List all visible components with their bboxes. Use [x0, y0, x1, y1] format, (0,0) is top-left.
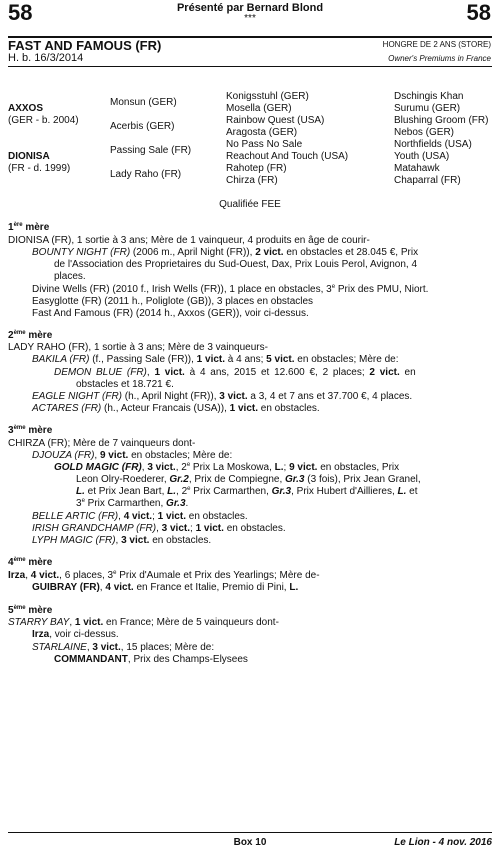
- produce-line: BAKILA (FR) (f., Passing Sale (FR)), 1 vict. à 4 ans; 5 vict. en obstacles; Mère de:: [32, 354, 399, 365]
- gen4-ancestor: Chaparral (FR): [394, 175, 461, 186]
- produce-line: EAGLE NIGHT (FR) (h., April Night (FR)), 3 vict. a 3, 4 et 7 ans et 37.700 €, 4 places.: [32, 391, 413, 402]
- gen3-ancestor: Chirza (FR): [226, 175, 278, 186]
- footer-rule: [8, 832, 492, 833]
- footer-event: Le Lion - 4 nov. 2016: [394, 837, 492, 848]
- footer-box-number: Box 10: [233, 837, 267, 848]
- gen3-ancestor: Aragosta (GER): [226, 127, 298, 138]
- dam-info: (FR - d. 1999): [8, 163, 71, 174]
- header-rule-bottom: [8, 66, 492, 67]
- horse-name: FAST AND FAMOUS (FR): [8, 38, 162, 53]
- produce-line: DEMON BLUE (FR), 1 vict. à 4 ans, 2015 et 12.600 €, 2 places; 2 vict. en: [54, 367, 416, 378]
- produce-line: Divine Wells (FR) (2010 f., Irish Wells (FR)), 1 place en obstacles, 3e Prix des PMU, Niort.: [32, 284, 429, 295]
- produce-line-cont: de l'Association des Proprietaires du Sud-Ouest, Dax, Prix Louis Perol, Avignon, 4: [54, 259, 418, 270]
- produce-line: LYPH MAGIC (FR), 3 vict. en obstacles.: [32, 535, 212, 546]
- produce-line: STARLAINE, 3 vict., 15 places; Mère de:: [32, 642, 215, 653]
- presenter: Présenté par Bernard Blond: [176, 2, 324, 14]
- produce-line: COMMANDANT, Prix des Champs-Elysees: [54, 654, 248, 665]
- gen2-ancestor: Monsun (GER): [110, 97, 177, 108]
- produce-line: BELLE ARTIC (FR), 4 vict.; 1 vict. en obstacles.: [32, 511, 248, 522]
- dam-summary: Irza, 4 vict., 6 places, 3e Prix d'Aumale et Prix des Yearlings; Mère de-: [8, 570, 320, 581]
- stars: ***: [244, 13, 256, 24]
- produce-line: BOUNTY NIGHT (FR) (2006 m., April Night (FR)), 2 vict. en obstacles et 28.045 €, Prix: [32, 247, 419, 258]
- sire-name: AXXOS: [8, 103, 44, 114]
- produce-line: GUIBRAY (FR), 4 vict. en France et Italie, Premio di Pini, L.: [32, 582, 299, 593]
- dam-summary: STARRY BAY, 1 vict. en France; Mère de 5 vainqueurs dont-: [8, 617, 279, 628]
- section-heading-mere-2: 2ème mère: [8, 330, 53, 341]
- produce-line: ACTARES (FR) (h., Acteur Francais (USA)), 1 vict. en obstacles.: [32, 403, 320, 414]
- gen4-ancestor: Nebos (GER): [394, 127, 455, 138]
- gen4-ancestor: Surumu (GER): [394, 103, 461, 114]
- sire-info: (GER - b. 2004): [8, 115, 79, 126]
- produce-line-cont: L. et Prix Jean Bart, L., 2e Prix Carmarthen, Gr.3, Prix Hubert d'Aillieres, L. et: [76, 486, 418, 497]
- produce-line: Fast And Famous (FR) (2014 h., Axxos (GER)), voir ci-dessus.: [32, 308, 309, 319]
- gen3-ancestor: Rainbow Quest (USA): [226, 115, 325, 126]
- produce-line-cont: Leon Olry-Roederer, Gr.2, Prix de Compiegne, Gr.3 (3 fois), Prix Jean Granel,: [76, 474, 421, 485]
- owner-premiums: Owner's Premiums in France: [388, 54, 491, 63]
- gen2-ancestor: Passing Sale (FR): [110, 145, 192, 156]
- produce-line: DJOUZA (FR), 9 vict. en obstacles; Mère de:: [32, 450, 233, 461]
- produce-line: GOLD MAGIC (FR), 3 vict., 2e Prix La Moskowa, L.; 9 vict. en obstacles, Prix: [54, 462, 400, 473]
- dam-name: DIONISA: [8, 151, 50, 162]
- section-heading-mere-1: 1ère mère: [8, 222, 50, 233]
- produce-line-cont: places.: [54, 271, 86, 282]
- produce-line: Easyglotte (FR) (2011 h., Poliglote (GB)), 3 places en obstacles: [32, 296, 314, 307]
- gen3-ancestor: Rahotep (FR): [226, 163, 287, 174]
- gen4-ancestor: Blushing Groom (FR): [394, 115, 489, 126]
- dam-summary: CHIRZA (FR); Mère de 7 vainqueurs dont-: [8, 438, 196, 449]
- qualification: Qualifiée FEE: [219, 199, 281, 210]
- section-heading-mere-5: 5ème mère: [8, 605, 53, 616]
- produce-line-cont: obstacles et 18.721 €.: [76, 379, 174, 390]
- dam-summary: LADY RAHO (FR), 1 sortie à 3 ans; Mère de 3 vainqueurs-: [8, 342, 268, 353]
- produce-line-cont: 3e Prix Carmarthen, Gr.3.: [76, 498, 189, 509]
- gen2-ancestor: Acerbis (GER): [110, 121, 175, 132]
- gen3-ancestor: No Pass No Sale: [226, 139, 303, 150]
- gen2-ancestor: Lady Raho (FR): [110, 169, 182, 180]
- horse-description: H. b. 16/3/2014: [8, 52, 84, 64]
- gen4-ancestor: Youth (USA): [394, 151, 450, 162]
- horse-origin: HONGRE DE 2 ANS (STORE): [382, 40, 491, 49]
- gen3-ancestor: Reachout And Touch (USA): [226, 151, 349, 162]
- lot-number-right: 58: [466, 0, 491, 25]
- produce-line: IRISH GRANDCHAMP (FR), 3 vict.; 1 vict. en obstacles.: [32, 523, 286, 534]
- gen4-ancestor: Northfields (USA): [394, 139, 472, 150]
- lot-number-left: 58: [8, 0, 33, 25]
- dam-summary: DIONISA (FR), 1 sortie à 3 ans; Mère de 1 vainqueur, 4 produits en âge de courir-: [8, 235, 370, 246]
- gen4-ancestor: Dschingis Khan: [394, 91, 464, 102]
- gen3-ancestor: Mosella (GER): [226, 103, 292, 114]
- produce-line: Irza, voir ci-dessus.: [32, 629, 119, 640]
- section-heading-mere-3: 3ème mère: [8, 425, 53, 436]
- gen3-ancestor: Konigsstuhl (GER): [226, 91, 309, 102]
- section-heading-mere-4: 4ème mère: [8, 557, 53, 568]
- gen4-ancestor: Matahawk: [394, 163, 440, 174]
